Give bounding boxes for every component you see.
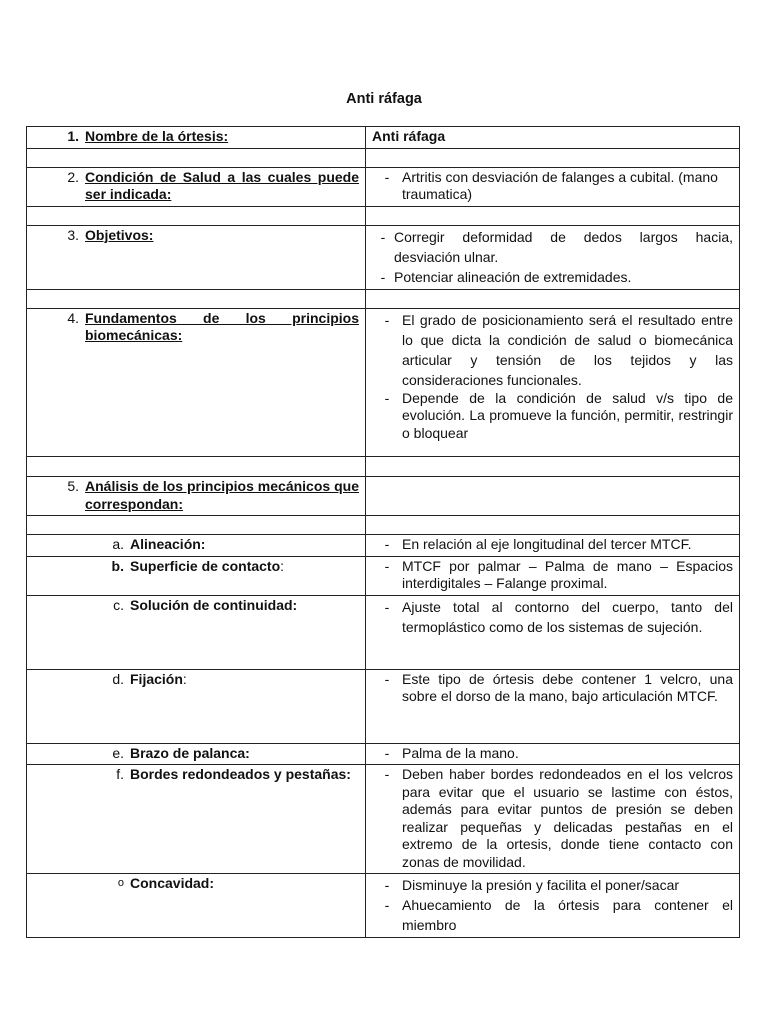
orthosis-table (26, 126, 740, 938)
list-item: - En relación al eje longitudinal del tercer MTCF. (384, 536, 692, 552)
spacer-row (27, 457, 740, 477)
list-item: - Corregir deformidad de dedos largos hacia, desviación ulnar. (380, 228, 733, 265)
table-row: d. Fijación: - Este tipo de órtesis debe contener 1 velcro, una sobre el dorso de la mano, bajo articulación MTCF. (27, 669, 740, 743)
spacer-row (27, 148, 740, 167)
table-row (27, 535, 740, 557)
sub-label: Superficie de contacto (130, 557, 281, 574)
sub-label: Bordes redondeados y pestañas: (130, 766, 351, 782)
sub-marker: f. (116, 766, 124, 782)
spacer-row (27, 289, 740, 308)
table-row (27, 477, 740, 516)
list-item: - Palma de la mano. (384, 744, 519, 761)
list-item: - El grado de posicionamiento será el resultado entre lo que dicta la condición de salud o biomecánica articular y tensión de los tejidos y las consideraciones funcionales. (384, 311, 733, 388)
orthosis-name-value: Anti ráfaga (372, 128, 446, 144)
list-item: - Este tipo de órtesis debe contener 1 velcro, una sobre el dorso de la mano, bajo articulación MTCF. (384, 670, 733, 704)
document-title: Anti ráfaga (346, 91, 422, 107)
sub-marker: e. (112, 744, 124, 761)
list-item: - MTCF por palmar – Palma de mano – Espacios interdigitales – Falange proximal. (384, 557, 733, 591)
row-label: Nombre de la órtesis: (85, 128, 229, 144)
sub-marker: o (117, 877, 124, 889)
sub-marker: c. (113, 596, 124, 613)
table-row (27, 225, 740, 289)
table-row (27, 308, 740, 457)
row-number: 3. (67, 226, 79, 243)
table-row (27, 127, 740, 149)
row-number: 4. (67, 309, 79, 326)
sub-label: Fijación (130, 670, 183, 687)
table-row (27, 743, 740, 765)
list-item: - Artritis con desviación de falanges a cubital. (mano traumatica) (384, 168, 718, 202)
spacer-row (27, 206, 740, 225)
sub-marker: b. (111, 557, 124, 574)
sub-marker: d. (112, 670, 124, 687)
list-item: - Potenciar alineación de extremidades. (380, 268, 632, 285)
table-row (27, 595, 740, 669)
row-number: 2. (67, 168, 79, 185)
list-item: - Ajuste total al contorno del cuerpo, tanto del termoplástico como de los sistemas de sujeción. (384, 598, 733, 635)
row-number: 1. (67, 128, 79, 144)
sub-label: Concavidad: (130, 875, 215, 891)
row-label: Objetivos: (85, 226, 154, 243)
list-item: - Ahuecamiento de la órtesis para contener el miembro (384, 897, 733, 933)
row-label: Condición de Salud a las cuales puede ser indicada: (85, 168, 359, 202)
sub-label: Solución de continuidad: (130, 596, 298, 613)
table-row (27, 874, 740, 938)
sub-marker: a. (112, 536, 124, 552)
table-row (27, 167, 740, 206)
row-label: Fundamentos de los principios biomecánicas: (85, 309, 359, 343)
table-row (27, 765, 740, 874)
row-number: 5. (67, 478, 79, 494)
table-row: b. Superficie de contacto: - MTCF por palmar – Palma de mano – Espacios interdigitales – Falange proximal. (27, 556, 740, 595)
list-item: - Deben haber bordes redondeados en el los velcros para evitar que el usuario se lastime con éstos, además para evitar puntos de presión se deben realizar pequeñas y delicadas pestañas en el extremo de la ortesis, donde tiene contacto con zonas de movilidad. (384, 766, 733, 870)
row-label: Análisis de los principios mecánicos que correspondan: (85, 478, 359, 512)
sub-label: Brazo de palanca: (130, 744, 250, 761)
spacer-row (27, 516, 740, 535)
list-item: - Disminuye la presión y facilita el poner/sacar (384, 877, 680, 893)
list-item: - Depende de la condición de salud v/s tipo de evolución. La promueve la función, permitir, restringir o bloquear (384, 389, 733, 441)
sub-label: Alineación: (130, 536, 206, 552)
